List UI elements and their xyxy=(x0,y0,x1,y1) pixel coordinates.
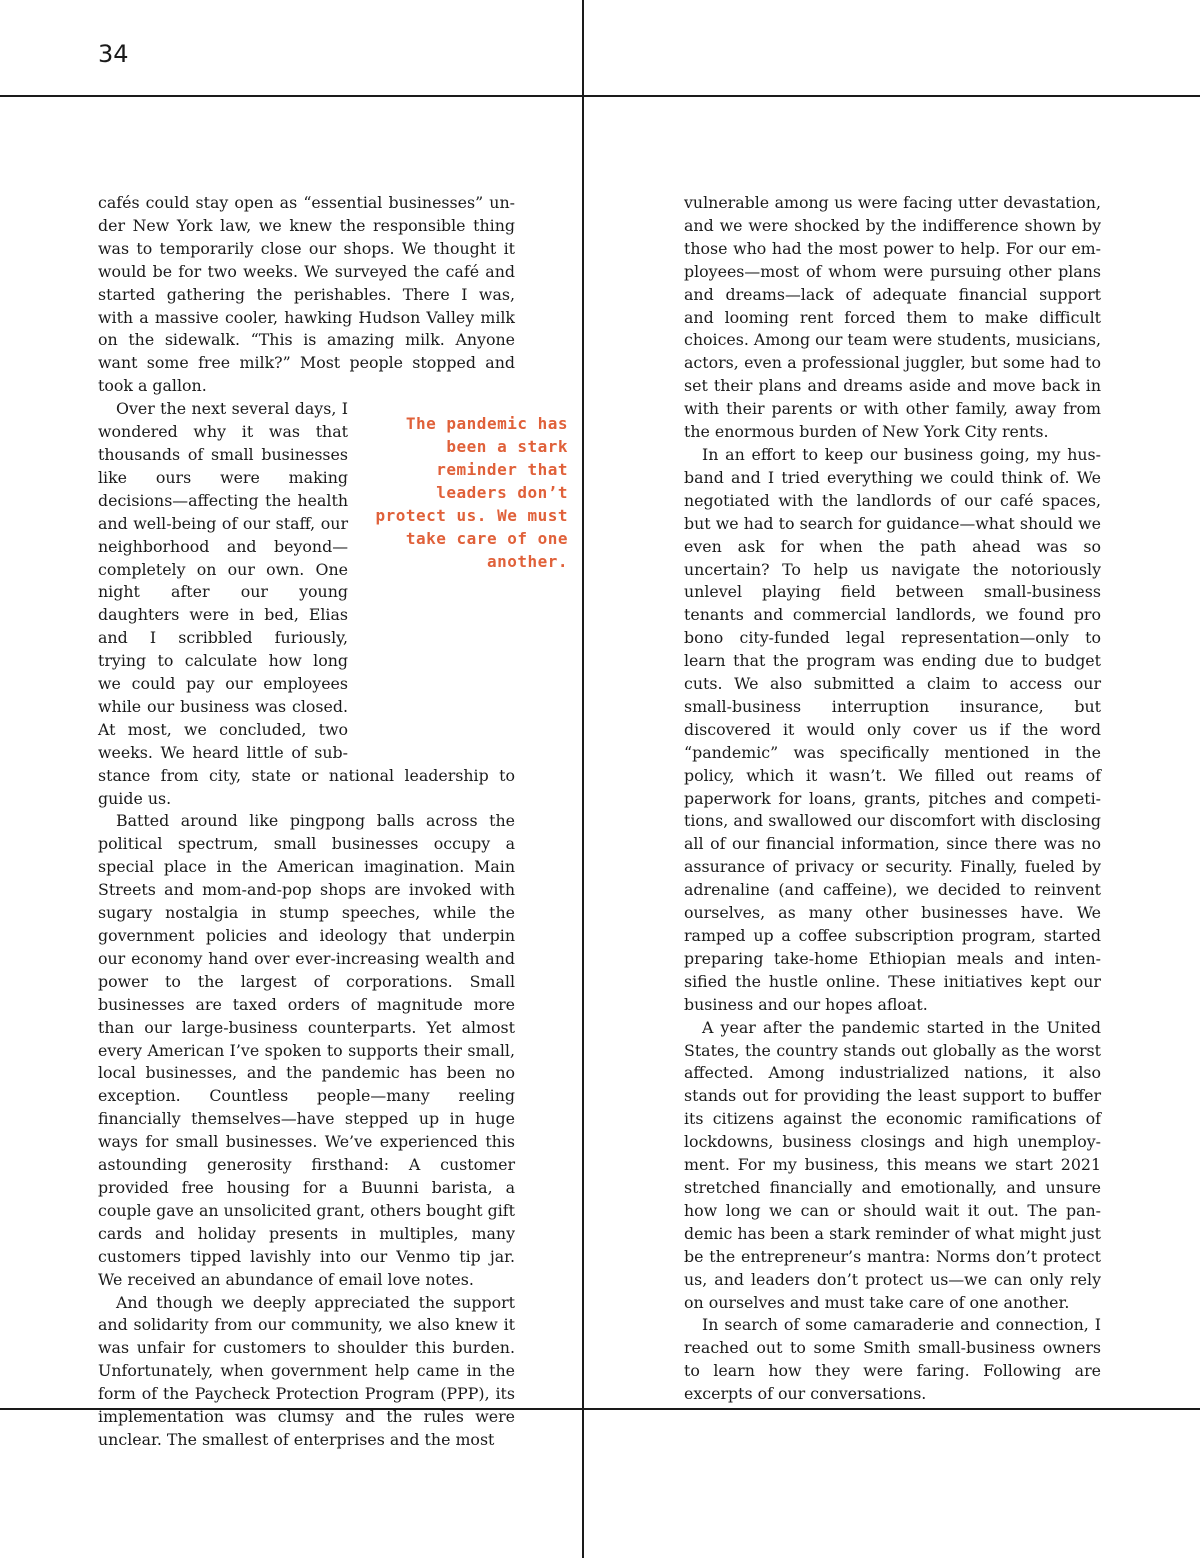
right-text-column xyxy=(684,192,1101,1406)
top-horizontal-rule xyxy=(0,95,1200,97)
pull-quote: The pandemic has been a stark reminder that leaders don’t protect us. We must take care of one another. xyxy=(375,414,568,571)
right-paragraph-4: In search of some camaraderie and connection, I reached out to some Smith small-business owners to learn how they were faring. Following are excerpts of our conversations. xyxy=(684,1315,1101,1404)
left-paragraph-2 xyxy=(98,398,568,810)
left-paragraph-3: Batted around like pingpong balls across the political spectrum, small businesses occupy a special place in the American imagination. Main Streets and mom-and-pop shops are invoked with sugary nostalgia in stump speeches, while the government policies and ideology that underpin our economy hand over ever-increasing wealth and power to the largest of corporations. Small businesses are taxed orders of magnitude more than our large-business counterparts. Yet almost every American I’ve spoken to supports their small, local businesses, and the pandemic has been no exception. Countless people—many reeling financially themselves—have stepped up in huge ways for small businesses. We’ve experienced this astounding generosity firsthand: A customer provided free housing for a Buunni barista, a couple gave an unsolicited grant, others bought gift cards and holiday presents in multiples, many customers tipped lavishly into our Venmo tip jar. We received an abundance of email love notes. xyxy=(98,811,515,1289)
right-paragraph-2: In an effort to keep our business going, my husband and I tried everything we could think of. We negotiated with the landlords of our café spaces, but we had to search for guidance—what should we even ask for when the path ahead was so uncertain? To help us navigate the notoriously unlevel playing field between small-business tenants and commercial landlords, we found pro bono city-funded legal representation—only to learn that the program was ending due to budget cuts. We also submitted a claim to access our small-business interruption insurance, but discovered it would only cover us if the word “pandemic” was specifically mentioned in the policy, which it wasn’t. We filled out reams of paperwork for loans, grants, pitches and competitions, and swallowed our discomfort with disclosing all of our financial information, since there was no assurance of privacy or security. Finally, fueled by adrenaline (and caffeine), we decided to reinvent ourselves, as many other businesses have. We ramped up a coffee subscription program, started preparing take-home Ethiopian meals and intensified the hustle online. These initiatives kept our business and our hopes afloat. xyxy=(684,444,1101,1014)
center-vertical-rule xyxy=(582,0,584,1558)
left-paragraph-4: And though we deeply appreciated the support and solidarity from our community, we also knew it was unfair for customers to shoulder this burden. Unfortunately, when government help came in the form of the Paycheck Protection Program (PPP), its implementation was clumsy and the rules were unclear. The smallest of enterprises and the most xyxy=(98,1292,515,1449)
left-paragraph-1: cafés could stay open as “essential businesses” under New York law, we knew the responsible thing was to temporarily close our shops. We thought it would be for two weeks. We surveyed the café and started gathering the perishables. There I was, with a massive cooler, hawking Hudson Valley milk on the sidewalk. “This is amazing milk. Anyone want some free milk?” Most people stopped and took a gallon. xyxy=(98,193,515,396)
right-paragraph-1: vulnerable among us were facing utter devastation, and we were shocked by the indifference shown by those who had the most power to help. For our employees—most of whom were pursuing other plans and dreams—lack of adequate financial support and looming rent forced them to make difficult choices. Among our team were students, musicians, actors, even a professional juggler, but some had to set their plans and dreams aside and move back in with their parents or with other family, away from the enormous burden of New York City rents. xyxy=(684,193,1101,442)
right-paragraph-3: A year after the pandemic started in the United States, the country stands out globally as the worst affected. Among industrialized nations, it also stands out for providing the least support to buffer its citizens against the economic ramifications of lockdowns, business closings and high unemployment. For my business, this means we start 2021 stretched financially and emotionally, and unsure how long we can or should wait it out. The pandemic has been a stark reminder of what might just be the entrepreneur’s mantra: Norms don’t protect us, and leaders don’t protect us—we can only rely on ourselves and must take care of one another. xyxy=(684,1017,1101,1312)
page-number: 34 xyxy=(98,40,129,68)
left-text-column xyxy=(98,192,568,1452)
left-paragraph-2-text: Over the next several days, I wondered why it was that thousands of small businesses like ours were making decisions—affecting the health and well-being of our staff, our neighborhood and beyond—completely on our own. One night after our young daughters were in bed, Elias and I scribbled furiously, trying to calculate how long we could pay our employees while our business was closed. At most, we concluded, two weeks. We heard little of substance from city, state or national leadership to guide us. xyxy=(98,399,515,808)
